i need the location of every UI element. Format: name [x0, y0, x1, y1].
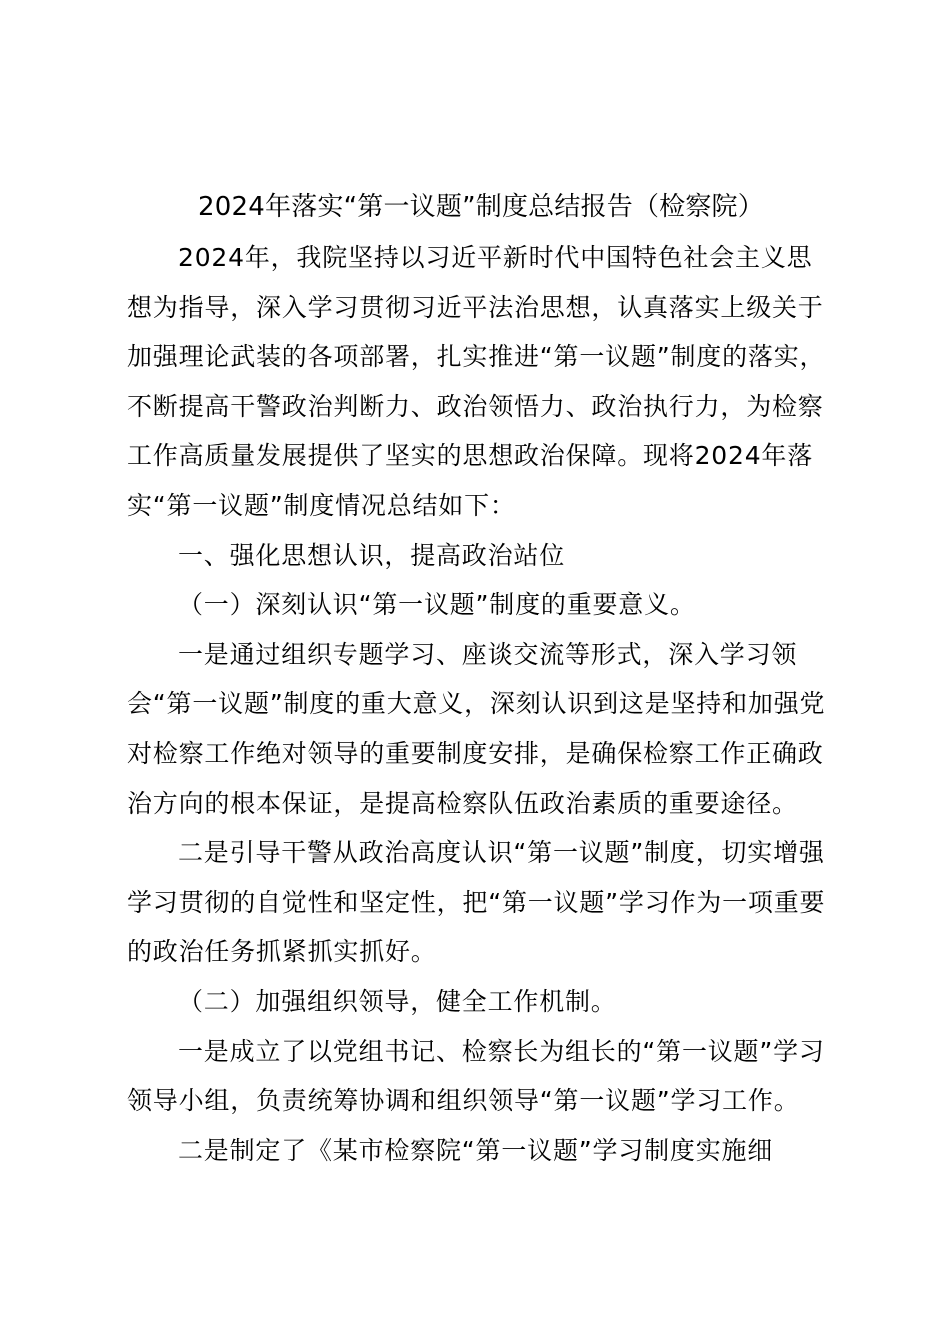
paragraph-1-2-1: 一是成立了以党组书记、检察长为组长的“第一议题”学习领导小组，负责统筹协调和组织领导“第一议题”学习工作。 [127, 1036, 825, 1116]
section-heading-1: 一、强化思想认识，提高政治站位 [178, 540, 566, 570]
subsection-heading-1-1: （一）深刻认识“第一议题”制度的重要意义。 [178, 590, 696, 620]
document-title: 2024年落实“第一议题”制度总结报告（检察院） [198, 192, 764, 222]
intro-paragraph: 2024年，我院坚持以习近平新时代中国特色社会主义思想为指导，深入学习贯彻习近平法治思想，认真落实上级关于加强理论武装的各项部署，扎实推进“第一议题”制度的落实，不断提高干警政治判断力、政治领悟力、政治执行力，为检察工作高质量发展提供了坚实的思想政治保障。现将2024年落实“第一议题”制度情况总结如下： [127, 243, 826, 520]
paragraph-1-2-2: 二是制定了《某市检察院“第一议题”学习制度实施细 [178, 1135, 774, 1165]
subsection-heading-1-2: （二）加强组织领导，健全工作机制。 [178, 986, 617, 1016]
paragraph-1-1-2: 二是引导干警从政治高度认识“第一议题”制度，切实增强学习贯彻的自觉性和坚定性，把“第一议题”学习作为一项重要的政治任务抓紧抓实抓好。 [127, 838, 826, 967]
paragraph-1-1-1: 一是通过组织专题学习、座谈交流等形式，深入学习领会“第一议题”制度的重大意义，深刻认识到这是坚持和加强党对检察工作绝对领导的重要制度安排，是确保检察工作正确政治方向的根本保证，是提高检察队伍政治素质的重要途径。 [127, 639, 826, 818]
document-body [127, 181, 837, 1175]
